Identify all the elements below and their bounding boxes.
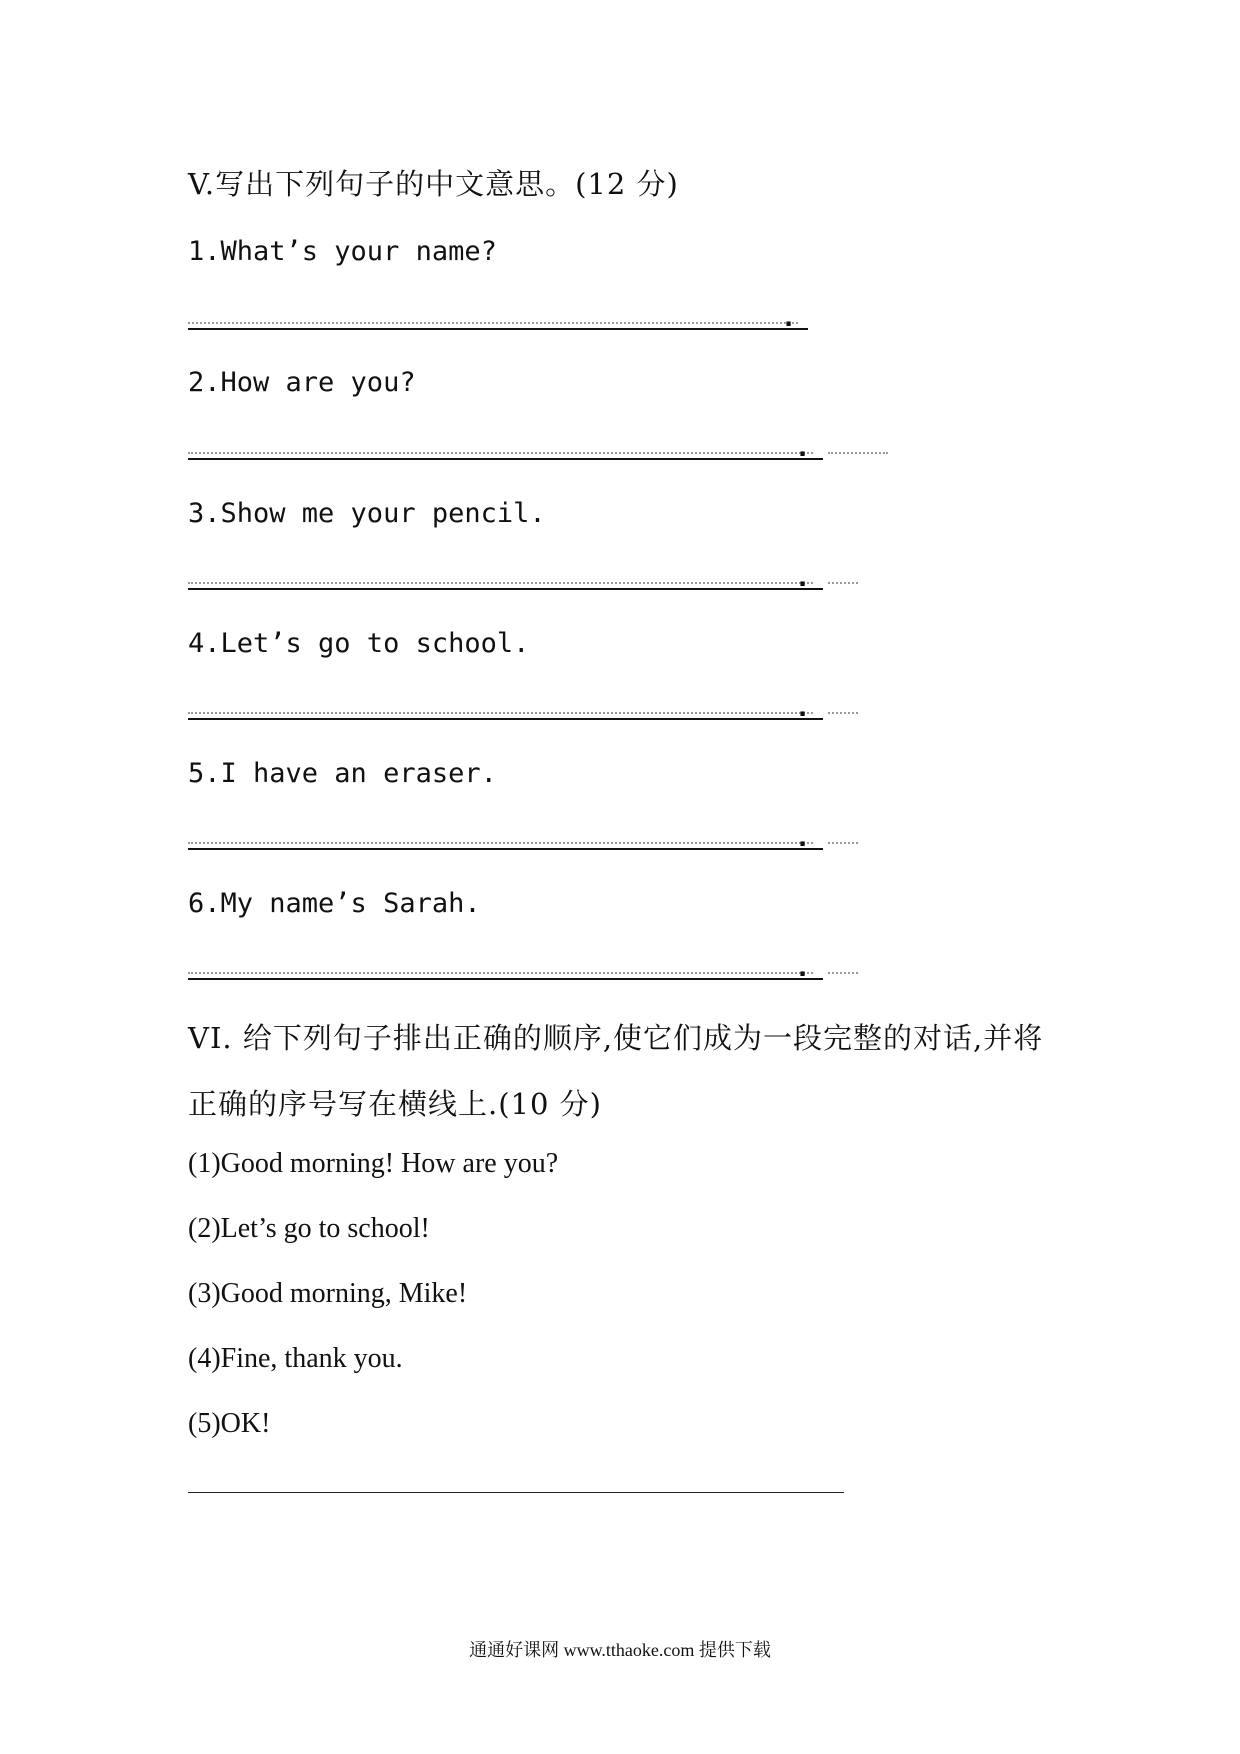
question-1: 1.What’s your name?: [188, 236, 497, 267]
answer-period: .: [798, 954, 808, 982]
dialogue-option-2: (2)Let’s go to school!: [188, 1213, 430, 1244]
page-footer: 通通好课网 www.tthaoke.com 提供下载: [469, 1640, 771, 1660]
section-vi-title-line-1: VI. 给下列句子排出正确的顺序,使它们成为一段完整的对话,并将: [188, 1021, 1044, 1055]
question-4: 4.Let’s go to school.: [188, 628, 530, 659]
answer-period: .: [798, 434, 808, 462]
answer-period: .: [798, 564, 808, 592]
dialogue-option-5: (5)OK!: [188, 1408, 271, 1439]
answer-period: .: [798, 824, 808, 852]
section-v-title: V.写出下列句子的中文意思。(12 分): [188, 167, 679, 201]
dialogue-option-4: (4)Fine, thank you.: [188, 1343, 403, 1374]
answer-period: .: [784, 304, 794, 332]
section-vi-title-line-2: 正确的序号写在横线上.(10 分): [188, 1087, 602, 1121]
order-answer-line[interactable]: [188, 1492, 844, 1493]
dialogue-option-3: (3)Good morning, Mike!: [188, 1278, 468, 1309]
question-2: 2.How are you?: [188, 367, 416, 398]
question-6: 6.My name’s Sarah.: [188, 888, 481, 919]
answer-period: .: [798, 694, 808, 722]
question-5: 5.I have an eraser.: [188, 758, 497, 789]
question-3: 3.Show me your pencil.: [188, 498, 546, 529]
dialogue-option-1: (1)Good morning! How are you?: [188, 1148, 559, 1179]
